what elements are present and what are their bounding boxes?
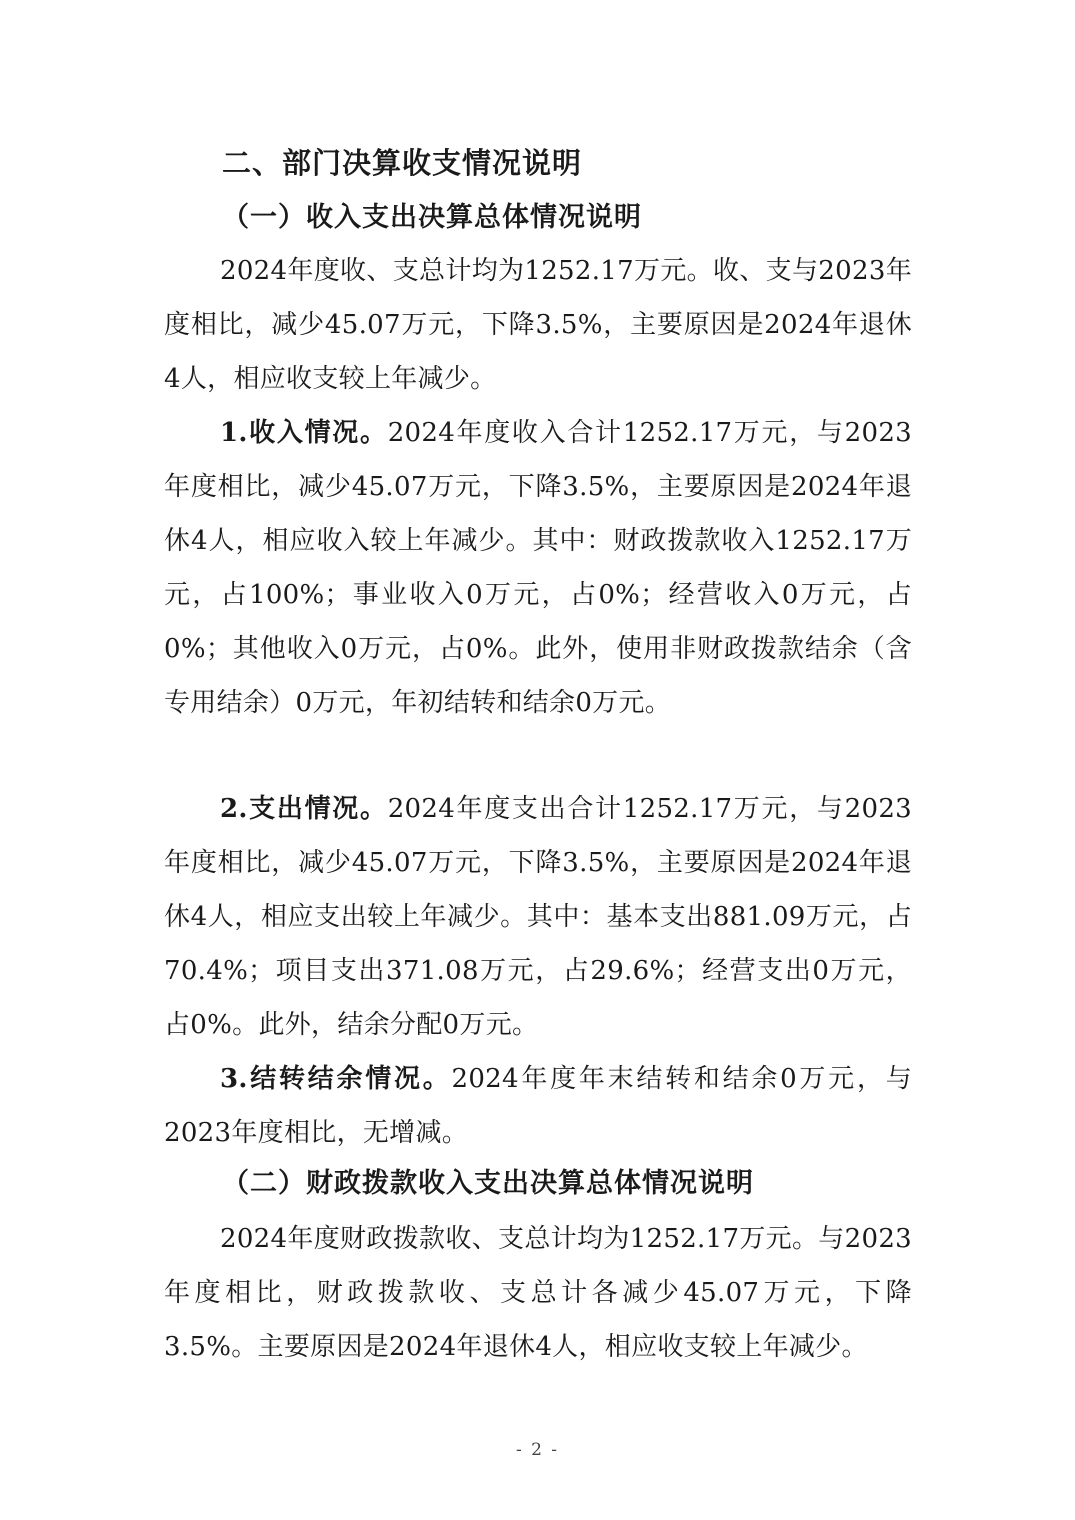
subsection-2-title: （二）财政拨款收入支出决算总体情况说明 (222, 1168, 754, 1199)
section-title: 二、部门决算收支情况说明 (222, 146, 583, 180)
overview-paragraph: 2024年度收、支总计均为1252.17万元。收、支与2023年度相比，减少45.07万元，下降3.5%，主要原因是2024年退休4人，相应收支较上年减少。 (164, 256, 912, 394)
carryover-lead: 3.结转结余情况。 (220, 1064, 452, 1094)
expenditure-paragraph (164, 782, 912, 1052)
expenditure-lead: 2.支出情况。 (220, 794, 388, 824)
page-number: - 2 - (515, 1440, 560, 1460)
expenditure-text: 2024年度支出合计1252.17万元，与2023年度相比，减少45.07万元，下降3.5%，主要原因是2024年退休4人，相应支出较上年减少。其中：基本支出881.09万元，占70.4%；项目支出371.08万元，占29.6%；经营支出0万元，占0%。此外，结余分配0万元。 (164, 794, 912, 1040)
fiscal-paragraph: 2024年度财政拨款收、支总计均为1252.17万元。与2023年度相比，财政拨款收、支总计各减少45.07万元，下降3.5%。主要原因是2024年退休4人，相应收支较上年减少。 (164, 1224, 912, 1362)
income-lead: 1.收入情况。 (220, 418, 388, 448)
carryover-paragraph (164, 1052, 912, 1160)
income-paragraph (164, 406, 912, 730)
subsection-1-title: （一）收入支出决算总体情况说明 (222, 202, 642, 233)
carryover-text: 2024年度年末结转和结余0万元，与2023年度相比，无增减。 (164, 1064, 912, 1148)
income-text: 2024年度收入合计1252.17万元，与2023年度相比，减少45.07万元，下降3.5%，主要原因是2024年退休4人，相应收入较上年减少。其中：财政拨款收入1252.17万元，占100%；事业收入0万元，占0%；经营收入0万元，占0%；其他收入0万元，占0%。此外，使用非财政拨款结余（含专用结余）0万元，年初结转和结余0万元。 (164, 418, 912, 718)
